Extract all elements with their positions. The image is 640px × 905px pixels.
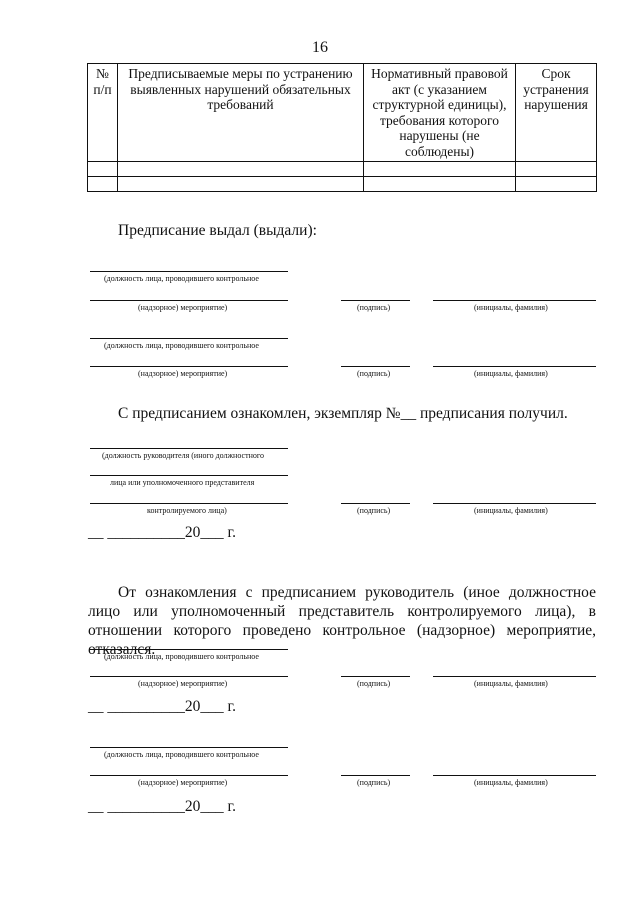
- head-position-line[interactable]: [90, 448, 288, 449]
- official-position-line[interactable]: [90, 747, 288, 748]
- table-header-row: [88, 64, 597, 162]
- date-field[interactable]: __ __________20___ г.: [88, 798, 236, 815]
- official-position-line[interactable]: [90, 649, 288, 650]
- official-position-line[interactable]: [90, 366, 288, 367]
- head-caption-1: (должность руководителя (иного должностного: [102, 451, 264, 460]
- acknowledged-text: С предписанием ознакомлен, экземпляр №__ предписания получил.: [118, 405, 568, 422]
- official-caption-1: (должность лица, проводившего контрольное: [104, 341, 259, 350]
- table-cell[interactable]: [88, 162, 118, 177]
- table-cell[interactable]: [364, 162, 516, 177]
- head-position-line[interactable]: [90, 503, 288, 504]
- date-field[interactable]: __ __________20___ г.: [88, 698, 236, 715]
- issued-heading: Предписание выдал (выдали):: [118, 222, 317, 239]
- signature-caption: (подпись): [357, 778, 391, 787]
- signature-caption: (подпись): [357, 369, 391, 378]
- initials-caption: (инициалы, фамилия): [474, 369, 548, 378]
- signature-line[interactable]: [341, 775, 410, 776]
- initials-line[interactable]: [433, 676, 596, 677]
- signature-caption: (подпись): [357, 679, 391, 688]
- head-position-line[interactable]: [90, 475, 288, 476]
- signature-line[interactable]: [341, 676, 410, 677]
- initials-line[interactable]: [433, 503, 596, 504]
- col-header-measures: Предписываемые меры по устранению выявленных нарушений обязательных требований: [118, 64, 364, 162]
- initials-line[interactable]: [433, 366, 596, 367]
- official-position-line[interactable]: [90, 338, 288, 339]
- table-row: [88, 162, 597, 177]
- date-field[interactable]: __ __________20___ г.: [88, 524, 236, 541]
- official-position-line[interactable]: [90, 271, 288, 272]
- refusal-text: От ознакомления с предписанием руководитель (иное должностное лицо или уполномоченный представитель контролируемого лица), в отношении которого проведено контрольное (надзорное) мероприятие, отказался.: [88, 584, 596, 658]
- official-caption-2: (надзорное) мероприятие): [138, 369, 228, 378]
- table-cell[interactable]: [516, 177, 597, 192]
- official-caption-1: (должность лица, проводившего контрольное: [104, 274, 259, 283]
- official-position-line[interactable]: [90, 300, 288, 301]
- signature-line[interactable]: [341, 503, 410, 504]
- page-number: 16: [312, 39, 328, 56]
- initials-caption: (инициалы, фамилия): [474, 679, 548, 688]
- head-caption-3: контролируемого лица): [147, 506, 227, 515]
- table-cell[interactable]: [118, 162, 364, 177]
- signature-line[interactable]: [341, 300, 410, 301]
- table-cell[interactable]: [88, 177, 118, 192]
- requirements-table: [87, 63, 597, 192]
- official-caption-2: (надзорное) мероприятие): [138, 778, 228, 787]
- signature-caption: (подпись): [357, 506, 391, 515]
- official-position-line[interactable]: [90, 676, 288, 677]
- col-header-number: № п/п: [88, 64, 118, 162]
- table-cell[interactable]: [118, 177, 364, 192]
- table-cell[interactable]: [364, 177, 516, 192]
- initials-caption: (инициалы, фамилия): [474, 778, 548, 787]
- initials-line[interactable]: [433, 775, 596, 776]
- col-header-deadline: Срок устранения нарушения: [516, 64, 597, 162]
- official-position-line[interactable]: [90, 775, 288, 776]
- official-caption-1: (должность лица, проводившего контрольное: [104, 652, 259, 661]
- signature-line[interactable]: [341, 366, 410, 367]
- official-caption-2: (надзорное) мероприятие): [138, 679, 228, 688]
- table-cell[interactable]: [516, 162, 597, 177]
- official-caption-1: (должность лица, проводившего контрольное: [104, 750, 259, 759]
- head-caption-2: лица или уполномоченного представителя: [110, 478, 255, 487]
- initials-caption: (инициалы, фамилия): [474, 303, 548, 312]
- initials-caption: (инициалы, фамилия): [474, 506, 548, 515]
- official-caption-2: (надзорное) мероприятие): [138, 303, 228, 312]
- table-row: [88, 177, 597, 192]
- initials-line[interactable]: [433, 300, 596, 301]
- col-header-legal-act: Нормативный правовой акт (с указанием структурной единицы), требования которого нарушены (не соблюдены): [364, 64, 516, 162]
- signature-caption: (подпись): [357, 303, 391, 312]
